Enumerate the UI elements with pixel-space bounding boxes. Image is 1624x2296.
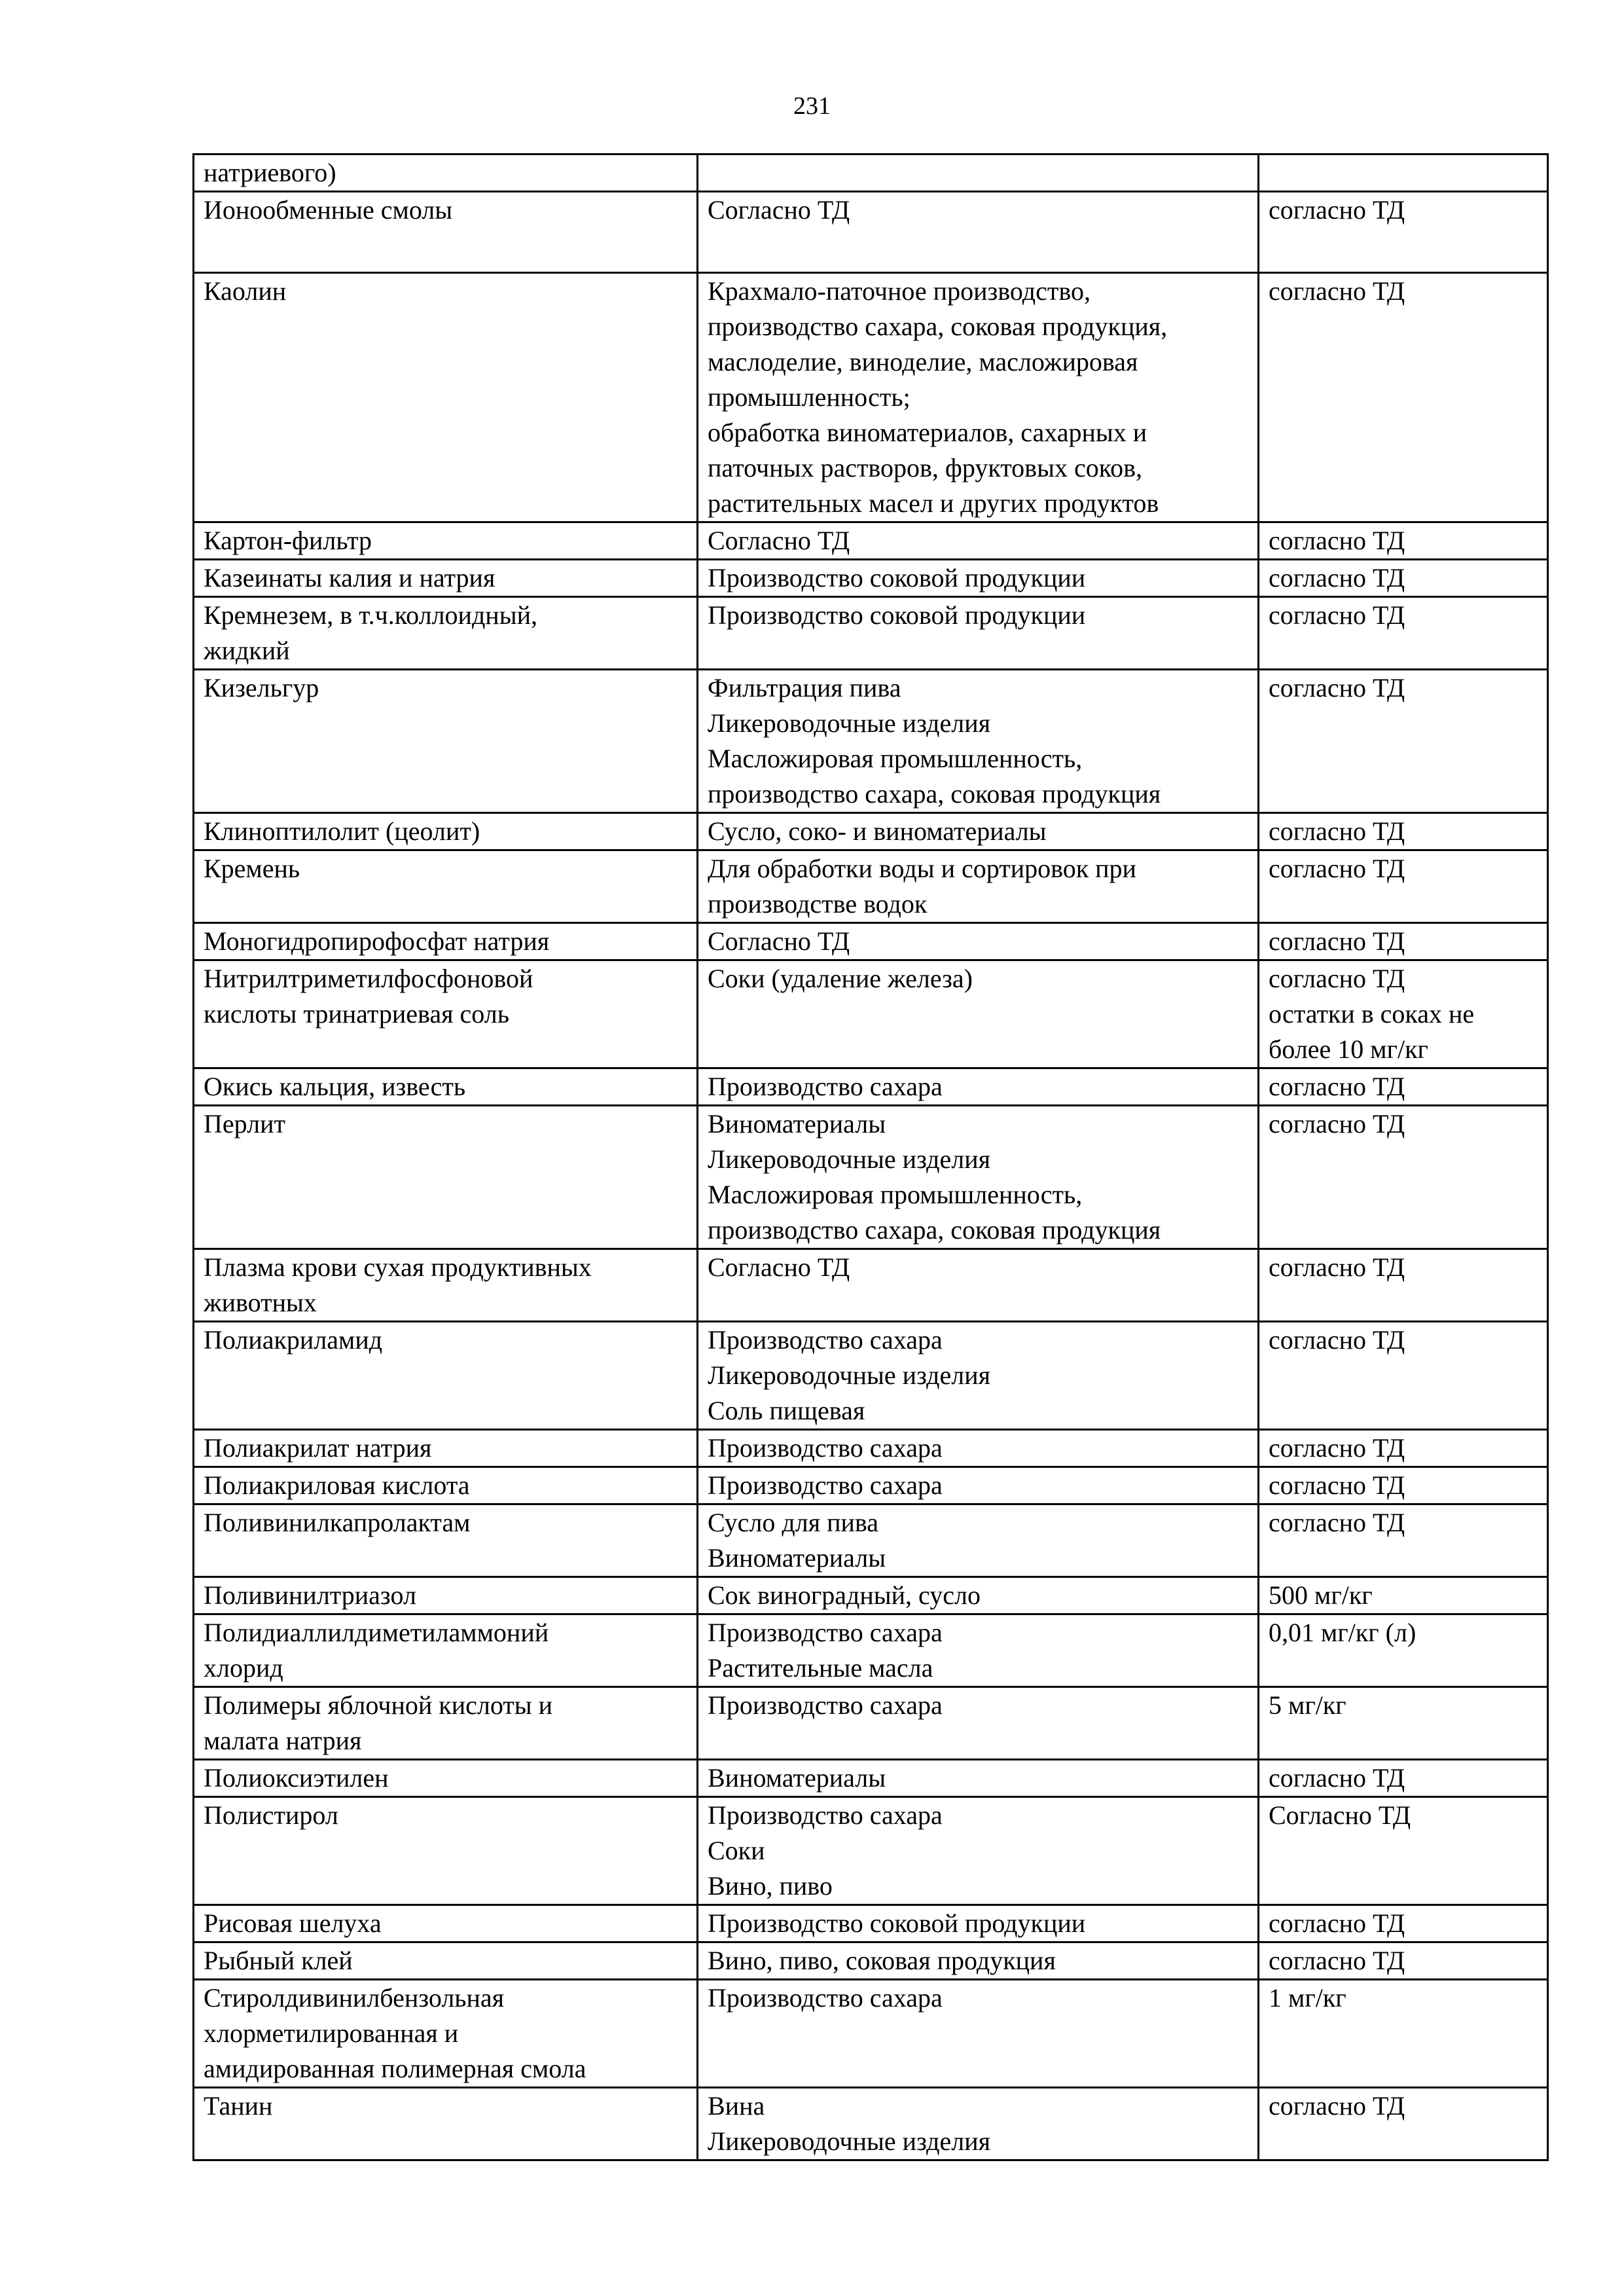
application-area-cell: Согласно ТД <box>698 522 1259 560</box>
table-row <box>194 560 1548 597</box>
substance-cell: Полистирол <box>194 1797 698 1905</box>
table-row <box>194 850 1548 923</box>
application-area-cell <box>698 155 1259 192</box>
max-level-cell: согласно ТД <box>1259 2088 1548 2160</box>
substance-cell: Кремень <box>194 850 698 923</box>
substance-cell: Полиоксиэтилен <box>194 1760 698 1797</box>
max-level-cell: согласно ТД <box>1259 273 1548 522</box>
max-level-cell: согласно ТД <box>1259 1467 1548 1504</box>
substance-cell: Полиакриловая кислота <box>194 1467 698 1504</box>
substance-cell: Казеинаты калия и натрия <box>194 560 698 597</box>
max-level-cell: согласно ТД <box>1259 597 1548 670</box>
application-area-cell: Согласно ТД <box>698 192 1259 273</box>
max-level-cell: согласно ТД остатки в соках не более 10 мг/кг <box>1259 960 1548 1068</box>
table-row <box>194 1980 1548 2088</box>
application-area-cell: Производство сахара <box>698 1068 1259 1106</box>
substance-cell: Рыбный клей <box>194 1942 698 1980</box>
table-row <box>194 1504 1548 1577</box>
table-body <box>194 155 1548 2160</box>
application-area-cell: Производство сахара Соки Вино, пиво <box>698 1797 1259 1905</box>
application-area-cell: Сусло для пива Виноматериалы <box>698 1504 1259 1577</box>
application-area-cell: Согласно ТД <box>698 1249 1259 1322</box>
substance-cell: Каолин <box>194 273 698 522</box>
max-level-cell: согласно ТД <box>1259 850 1548 923</box>
substance-cell: Окись кальция, известь <box>194 1068 698 1106</box>
application-area-cell: Сок виноградный, сусло <box>698 1577 1259 1614</box>
max-level-cell: согласно ТД <box>1259 1504 1548 1577</box>
application-area-cell: Производство сахара <box>698 1467 1259 1504</box>
table-row <box>194 522 1548 560</box>
table-row <box>194 192 1548 273</box>
table-row <box>194 273 1548 522</box>
max-level-cell: согласно ТД <box>1259 1322 1548 1430</box>
application-area-cell: Вина Ликероводочные изделия <box>698 2088 1259 2160</box>
substance-cell: Перлит <box>194 1106 698 1249</box>
application-area-cell: Вино, пиво, соковая продукция <box>698 1942 1259 1980</box>
max-level-cell: согласно ТД <box>1259 1942 1548 1980</box>
table-row <box>194 597 1548 670</box>
application-area-cell: Для обработки воды и сортировок при производстве водок <box>698 850 1259 923</box>
substance-cell: Полимеры яблочной кислоты и малата натрия <box>194 1687 698 1760</box>
max-level-cell: Согласно ТД <box>1259 1797 1548 1905</box>
max-level-cell: согласно ТД <box>1259 560 1548 597</box>
substance-cell: Поливинилтриазол <box>194 1577 698 1614</box>
application-area-cell: Крахмало-паточное производство, производство сахара, соковая продукция, маслоделие, виноделие, масложировая промышленность; обработка виноматериалов, сахарных и паточных растворов, фруктовых соков, растительных масел и других продуктов <box>698 273 1259 522</box>
max-level-cell: 1 мг/кг <box>1259 1980 1548 2088</box>
application-area-cell: Сусло, соко- и виноматериалы <box>698 813 1259 850</box>
table-row <box>194 1068 1548 1106</box>
substance-cell: Кизельгур <box>194 670 698 813</box>
substance-cell: Клиноптилолит (цеолит) <box>194 813 698 850</box>
max-level-cell: согласно ТД <box>1259 670 1548 813</box>
substance-cell: Плазма крови сухая продуктивных животных <box>194 1249 698 1322</box>
substance-cell: Ионообменные смолы <box>194 192 698 273</box>
table-row <box>194 2088 1548 2160</box>
application-area-cell: Виноматериалы <box>698 1760 1259 1797</box>
table-row <box>194 1614 1548 1687</box>
substance-cell: Полиакриламид <box>194 1322 698 1430</box>
application-area-cell: Производство соковой продукции <box>698 597 1259 670</box>
max-level-cell: согласно ТД <box>1259 1106 1548 1249</box>
additives-table <box>192 153 1549 2161</box>
substance-cell: натриевого) <box>194 155 698 192</box>
application-area-cell: Производство сахара <box>698 1430 1259 1467</box>
max-level-cell: согласно ТД <box>1259 522 1548 560</box>
max-level-cell: согласно ТД <box>1259 813 1548 850</box>
application-area-cell: Соки (удаление железа) <box>698 960 1259 1068</box>
application-area-cell: Согласно ТД <box>698 923 1259 960</box>
table-row <box>194 1106 1548 1249</box>
max-level-cell: согласно ТД <box>1259 1760 1548 1797</box>
application-area-cell: Фильтрация пива Ликероводочные изделия Масложировая промышленность, производство сахара, соковая продукция <box>698 670 1259 813</box>
max-level-cell: 5 мг/кг <box>1259 1687 1548 1760</box>
table-row <box>194 1249 1548 1322</box>
application-area-cell: Производство сахара <box>698 1687 1259 1760</box>
max-level-cell: согласно ТД <box>1259 1430 1548 1467</box>
table-row <box>194 1577 1548 1614</box>
table-row <box>194 1430 1548 1467</box>
page-number: 231 <box>793 92 831 120</box>
application-area-cell: Производство соковой продукции <box>698 1905 1259 1942</box>
substance-cell: Полиакрилат натрия <box>194 1430 698 1467</box>
max-level-cell: 500 мг/кг <box>1259 1577 1548 1614</box>
max-level-cell: 0,01 мг/кг (л) <box>1259 1614 1548 1687</box>
max-level-cell <box>1259 155 1548 192</box>
substance-cell: Нитрилтриметилфосфоновой кислоты тринатриевая соль <box>194 960 698 1068</box>
table-row <box>194 813 1548 850</box>
table-row <box>194 1760 1548 1797</box>
table-row <box>194 1942 1548 1980</box>
substance-cell: Полидиаллилдиметиламмоний хлорид <box>194 1614 698 1687</box>
application-area-cell: Виноматериалы Ликероводочные изделия Масложировая промышленность, производство сахара, соковая продукция <box>698 1106 1259 1249</box>
application-area-cell: Производство соковой продукции <box>698 560 1259 597</box>
substance-cell: Картон-фильтр <box>194 522 698 560</box>
table-row <box>194 960 1548 1068</box>
table-row <box>194 155 1548 192</box>
table-row <box>194 1467 1548 1504</box>
max-level-cell: согласно ТД <box>1259 923 1548 960</box>
table-row <box>194 670 1548 813</box>
substance-cell: Кремнезем, в т.ч.коллоидный, жидкий <box>194 597 698 670</box>
max-level-cell: согласно ТД <box>1259 1905 1548 1942</box>
application-area-cell: Производство сахара Растительные масла <box>698 1614 1259 1687</box>
table-row <box>194 1797 1548 1905</box>
table-row <box>194 1687 1548 1760</box>
max-level-cell: согласно ТД <box>1259 1249 1548 1322</box>
substance-cell: Моногидропирофосфат натрия <box>194 923 698 960</box>
application-area-cell: Производство сахара <box>698 1980 1259 2088</box>
substance-cell: Стиролдивинилбензольная хлорметилированная и амидированная полимерная смола <box>194 1980 698 2088</box>
substance-cell: Танин <box>194 2088 698 2160</box>
table-row <box>194 923 1548 960</box>
max-level-cell: согласно ТД <box>1259 1068 1548 1106</box>
substance-cell: Поливинилкапролактам <box>194 1504 698 1577</box>
substance-cell: Рисовая шелуха <box>194 1905 698 1942</box>
table-row <box>194 1322 1548 1430</box>
table-row <box>194 1905 1548 1942</box>
max-level-cell: согласно ТД <box>1259 192 1548 273</box>
application-area-cell: Производство сахара Ликероводочные изделия Соль пищевая <box>698 1322 1259 1430</box>
